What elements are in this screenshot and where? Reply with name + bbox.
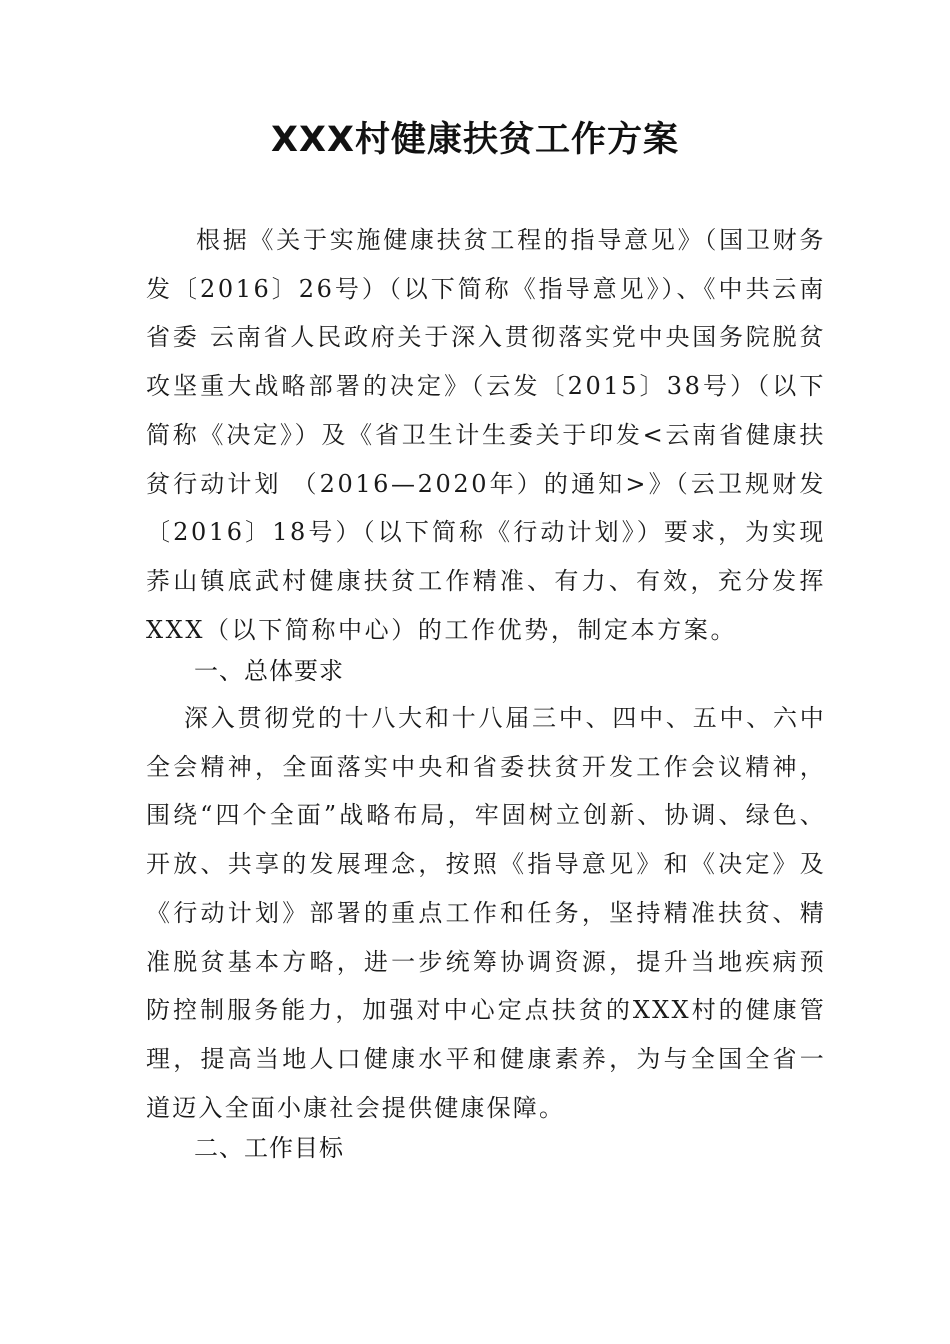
section-heading-overall-requirements: 一、总体要求 (194, 657, 344, 685)
section-heading-work-goals: 二、工作目标 (194, 1134, 344, 1162)
intro-paragraph: 根据《关于实施健康扶贫工程的指导意见》（国卫财务发〔2016〕26号）（以下简称《指导意见》）、《中共云南省委 云南省人民政府关于深入贯彻落实党中央国务院脱贫攻坚重大战略部署的决定》（云发〔2015〕38号）（以下简称《决定》）及《省卫生计生委关于印发<云南省健康扶贫行动计划 （2016—2020年）的通知>》（云卫规财发〔2016〕18号）（以下简称《行动计划》）要求，为实现荞山镇底武村健康扶贫工作精准、有力、有效，充分发挥XXX（以下简称中心）的工作优势，制定本方案。 (146, 226, 826, 644)
document-title: XXX村健康扶贫工作方案 (271, 120, 679, 160)
section-paragraph-overall-requirements: 深入贯彻党的十八大和十八届三中、四中、五中、六中全会精神，全面落实中央和省委扶贫开发工作会议精神，围绕“四个全面”战略布局，牢固树立创新、协调、绿色、开放、共享的发展理念，按照《指导意见》和《决定》及《行动计划》部署的重点工作和任务，坚持精准扶贫、精准脱贫基本方略，进一步统筹协调资源，提升当地疾病预防控制服务能力，加强对中心定点扶贫的XXX村的健康管理，提高当地人口健康水平和健康素养，为与全国全省一道迈入全面小康社会提供健康保障。 (146, 704, 826, 1122)
